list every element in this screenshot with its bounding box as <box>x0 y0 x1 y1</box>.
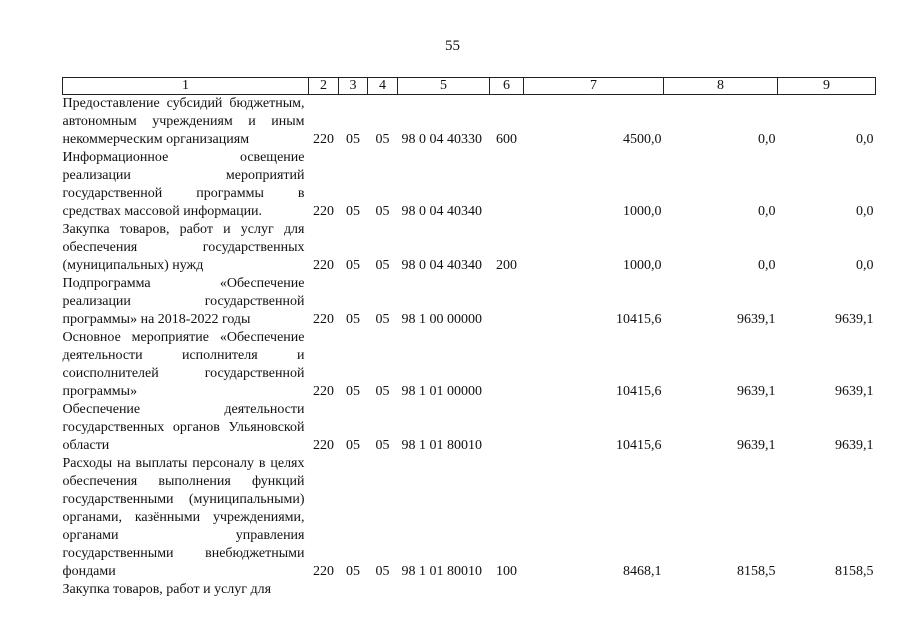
table-row <box>63 221 876 275</box>
table-row <box>63 455 876 581</box>
row-section: 05 <box>346 258 360 273</box>
header-cell-6: 6 <box>490 78 524 95</box>
row-section: 05 <box>346 384 360 399</box>
row-expense-type <box>490 149 524 221</box>
row-admin-code: 220 <box>313 312 334 327</box>
header-cell-9: 9 <box>778 78 876 95</box>
row-amount-col9: 0,0 <box>856 132 874 147</box>
table-row <box>63 329 876 401</box>
row-amount-col9: 9639,1 <box>835 438 874 453</box>
header-cell-8: 8 <box>664 78 778 95</box>
row-amount-col7: 10415,6 <box>616 438 662 453</box>
row-target-code: 98 1 01 00000 <box>401 384 482 399</box>
budget-table <box>62 77 876 599</box>
row-amount-col7: 1000,0 <box>623 204 662 219</box>
row-name: Подпрограмма «Обеспечение реализации государственной программы» на 2018-2022 годы <box>62 276 305 327</box>
row-target-code: 98 0 04 40340 <box>401 258 482 273</box>
row-name: Закупка товаров, работ и услуг для <box>62 582 272 597</box>
table-row <box>63 149 876 221</box>
row-name: Основное мероприятие «Обеспечение деятельности исполнителя и соисполнителей государственной программы» <box>62 330 305 399</box>
row-subsection: 05 <box>375 384 390 399</box>
row-target-code: 98 0 04 40340 <box>401 204 482 219</box>
row-expense-type: 100 <box>496 564 517 579</box>
table-row <box>63 95 876 150</box>
row-amount-col9: 9639,1 <box>835 312 874 327</box>
row-subsection: 05 <box>375 258 390 273</box>
row-subsection: 05 <box>375 204 390 219</box>
row-subsection: 05 <box>375 132 390 147</box>
row-subsection: 05 <box>375 438 390 453</box>
row-expense-type: 600 <box>496 132 517 147</box>
row-name: Закупка товаров, работ и услуг для обеспечения государственных (муниципальных) нужд <box>62 222 305 273</box>
row-target-code: 98 0 04 40330 <box>401 132 482 147</box>
row-amount-col9: 0,0 <box>856 258 874 273</box>
row-name: Расходы на выплаты персоналу в целях обеспечения выполнения функций государственными (муниципальными) органами, казёнными учреждениями, органами управления государственными внебюджетными фондами <box>62 456 305 579</box>
row-amount-col7: 4500,0 <box>623 132 662 147</box>
table-row-continued <box>63 581 876 599</box>
row-amount-col8: 9639,1 <box>737 438 776 453</box>
row-expense-type: 200 <box>496 258 517 273</box>
row-amount-col9: 8158,5 <box>835 564 874 579</box>
header-cell-2: 2 <box>309 78 339 95</box>
row-name: Обеспечение деятельности государственных органов Ульяновской области <box>62 402 305 453</box>
header-cell-7: 7 <box>524 78 664 95</box>
row-amount-col9: 9639,1 <box>835 384 874 399</box>
header-cell-4: 4 <box>368 78 398 95</box>
row-name: Предоставление субсидий бюджетным, автономным учреждениям и иным некоммерческим организациям <box>62 96 305 147</box>
row-admin-code: 220 <box>313 564 334 579</box>
row-section: 05 <box>346 132 360 147</box>
header-cell-3: 3 <box>339 78 368 95</box>
row-target-code: 98 1 01 80010 <box>401 564 482 579</box>
row-amount-col8: 9639,1 <box>737 384 776 399</box>
row-name: Информационное освещение реализации мероприятий государственной программы в средствах массовой информации. <box>62 150 305 219</box>
table-row <box>63 275 876 329</box>
row-section: 05 <box>346 564 360 579</box>
row-expense-type <box>490 401 524 455</box>
row-admin-code: 220 <box>313 132 334 147</box>
table-body <box>63 95 876 600</box>
row-amount-col9: 0,0 <box>856 204 874 219</box>
header-cell-1: 1 <box>63 78 309 95</box>
row-section: 05 <box>346 204 360 219</box>
page-number: 55 <box>445 38 460 54</box>
row-amount-col7: 1000,0 <box>623 258 662 273</box>
row-admin-code: 220 <box>313 384 334 399</box>
header-cell-5: 5 <box>398 78 490 95</box>
row-expense-type <box>490 329 524 401</box>
row-subsection: 05 <box>375 312 390 327</box>
row-section: 05 <box>346 438 360 453</box>
row-admin-code: 220 <box>313 258 334 273</box>
row-amount-col7: 8468,1 <box>623 564 662 579</box>
table-row <box>63 401 876 455</box>
row-amount-col8: 0,0 <box>758 132 776 147</box>
row-amount-col7: 10415,6 <box>616 384 662 399</box>
row-admin-code: 220 <box>313 438 334 453</box>
row-subsection: 05 <box>375 564 390 579</box>
row-expense-type <box>490 275 524 329</box>
row-admin-code: 220 <box>313 204 334 219</box>
row-target-code: 98 1 01 80010 <box>401 438 482 453</box>
row-amount-col8: 0,0 <box>758 258 776 273</box>
row-amount-col8: 8158,5 <box>737 564 776 579</box>
row-amount-col7: 10415,6 <box>616 312 662 327</box>
row-amount-col8: 0,0 <box>758 204 776 219</box>
row-section: 05 <box>346 312 360 327</box>
table-header-row <box>63 78 876 95</box>
row-target-code: 98 1 00 00000 <box>401 312 482 327</box>
row-amount-col8: 9639,1 <box>737 312 776 327</box>
